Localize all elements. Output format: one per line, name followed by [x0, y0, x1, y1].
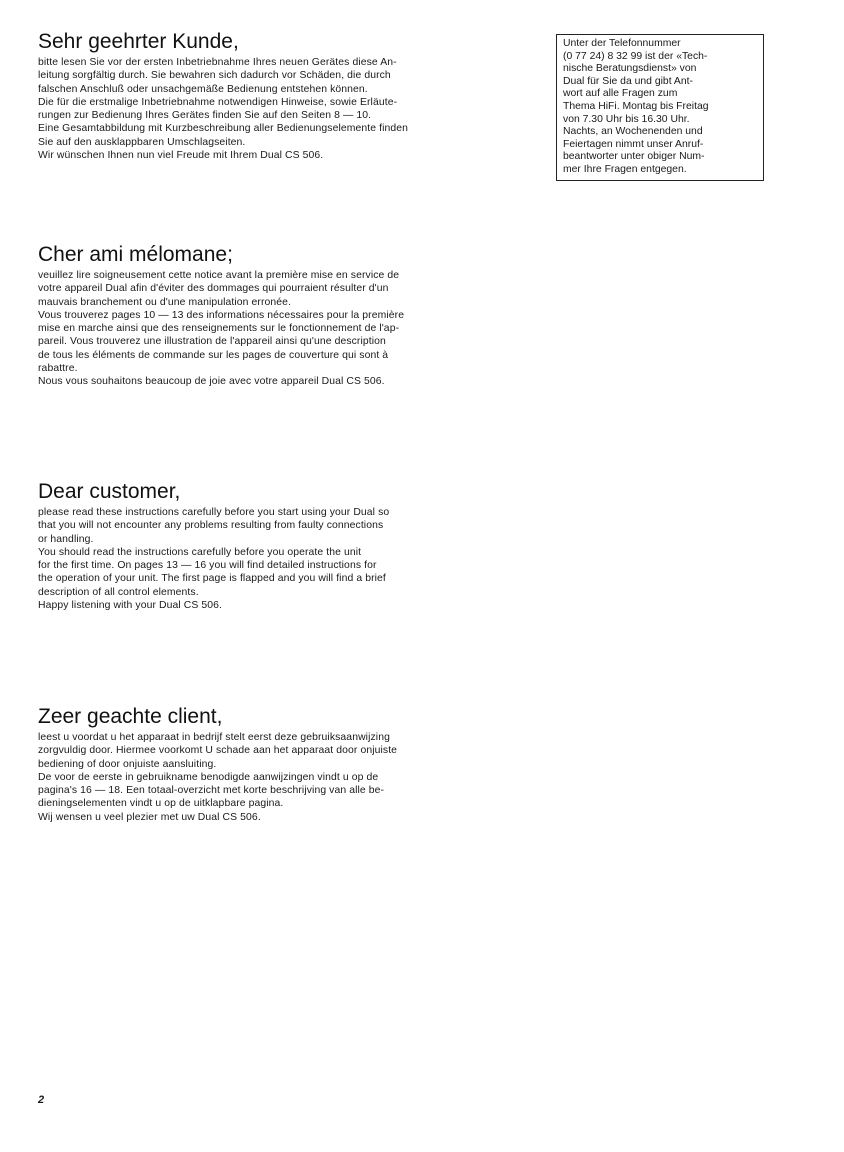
info-line: mer Ihre Fragen entgegen. [563, 163, 687, 175]
text-line: de tous les éléments de commande sur les pages de couverture qui sont à [38, 349, 389, 361]
section-dutch [38, 705, 520, 824]
info-line: Thema HiFi. Montag bis Freitag [563, 100, 709, 112]
heading-german: Sehr geehrter Kunde, [38, 30, 239, 53]
text-line: mauvais branchement ou d'une manipulation erronée. [38, 296, 292, 308]
text-line: or handling. [38, 533, 94, 545]
heading-dutch: Zeer geachte client, [38, 705, 223, 728]
text-line: please read these instructions carefully before you start using your Dual so [38, 507, 390, 518]
text-line: falschen Anschluß oder unsachgemäße Bedienung entstehen können. [38, 83, 368, 95]
page-number: 2 [38, 1094, 45, 1106]
section-german [38, 30, 520, 162]
text-line: leest u voordat u het apparaat in bedrijf stelt eerst deze gebruiksaanwijzing [38, 732, 390, 743]
text-line: zorgvuldig door. Hiermee voorkomt U schade aan het apparaat door onjuiste [38, 745, 398, 757]
text-line: Happy listening with your Dual CS 506. [38, 600, 222, 612]
heading-english: Dear customer, [38, 480, 181, 503]
text-line: De voor de eerste in gebruikname benodigde aanwijzingen vindt u op de [38, 771, 379, 783]
info-line: wort auf alle Fragen zum [563, 88, 678, 100]
text-line: that you will not encounter any problems resulting from faulty connections [38, 520, 384, 532]
body-french [38, 269, 520, 389]
body-german [38, 56, 520, 162]
info-line: Unter der Telefonnummer [563, 38, 681, 49]
info-line: Nachts, an Wochenenden und [563, 126, 703, 138]
section-english [38, 480, 520, 612]
text-line: mise en marche ainsi que des renseignements sur le fonctionnement de l'ap- [38, 323, 400, 335]
info-line: (0 77 24) 8 32 99 ist der «Tech- [563, 50, 708, 62]
info-line: Dual für Sie da und gibt Ant- [563, 75, 693, 87]
text-line: Die für die erstmalige Inbetriebnahme notwendigen Hinweise, sowie Erläute- [38, 96, 398, 108]
text-line: pareil. Vous trouverez une illustration de l'appareil ainsi qu'une description [38, 336, 386, 348]
text-line: for the first time. On pages 13 — 16 you will find detailed instructions for [38, 560, 377, 572]
info-line: nische Beratungsdienst» von [563, 63, 697, 75]
text-line: Vous trouverez pages 10 — 13 des informations nécessaires pour la première [38, 309, 405, 321]
service-info-box [556, 34, 764, 181]
text-line: the operation of your unit. The first page is flapped and you will find a brief [38, 573, 386, 585]
text-line: rungen zur Bedienung Ihres Gerätes finden Sie auf den Seiten 8 — 10. [38, 110, 372, 122]
body-dutch [38, 731, 520, 824]
text-line: rabattre. [38, 363, 78, 375]
text-line: votre appareil Dual afin d'éviter des dommages qui pourraient résulter d'un [38, 283, 389, 295]
heading-french: Cher ami mélomane; [38, 243, 233, 266]
text-line: Sie auf den ausklappbaren Umschlagseiten. [38, 136, 246, 148]
text-line: You should read the instructions carefully before you operate the unit [38, 546, 362, 558]
text-line: bitte lesen Sie vor der ersten Inbetriebnahme Ihres neuen Gerätes diese An- [38, 57, 397, 68]
text-line: Nous vous souhaitons beaucoup de joie avec votre appareil Dual CS 506. [38, 376, 385, 388]
text-line: bediening of door onjuiste aansluiting. [38, 758, 217, 770]
text-line: description of all control elements. [38, 586, 199, 598]
section-french [38, 243, 520, 389]
info-line: beantworter unter obiger Num- [563, 151, 705, 163]
info-line: Feiertagen nimmt unser Anruf- [563, 138, 704, 150]
text-line: Wij wensen u veel plezier met uw Dual CS 506. [38, 811, 261, 823]
text-line: Eine Gesamtabbildung mit Kurzbeschreibung aller Bedienungselemente finden [38, 123, 409, 135]
body-english [38, 506, 520, 612]
info-line: von 7.30 Uhr bis 16.30 Uhr. [563, 113, 690, 125]
text-line: Wir wünschen Ihnen nun viel Freude mit Ihrem Dual CS 506. [38, 150, 324, 162]
text-line: pagina's 16 — 18. Een totaal-overzicht met korte beschrijving van alle be- [38, 785, 385, 797]
text-line: dieningselementen vindt u op de uitklapbare pagina. [38, 798, 284, 810]
text-line: leitung sorgfältig durch. Sie bewahren sich dadurch vor Schäden, die durch [38, 70, 391, 82]
text-line: veuillez lire soigneusement cette notice avant la première mise en service de [38, 270, 400, 281]
